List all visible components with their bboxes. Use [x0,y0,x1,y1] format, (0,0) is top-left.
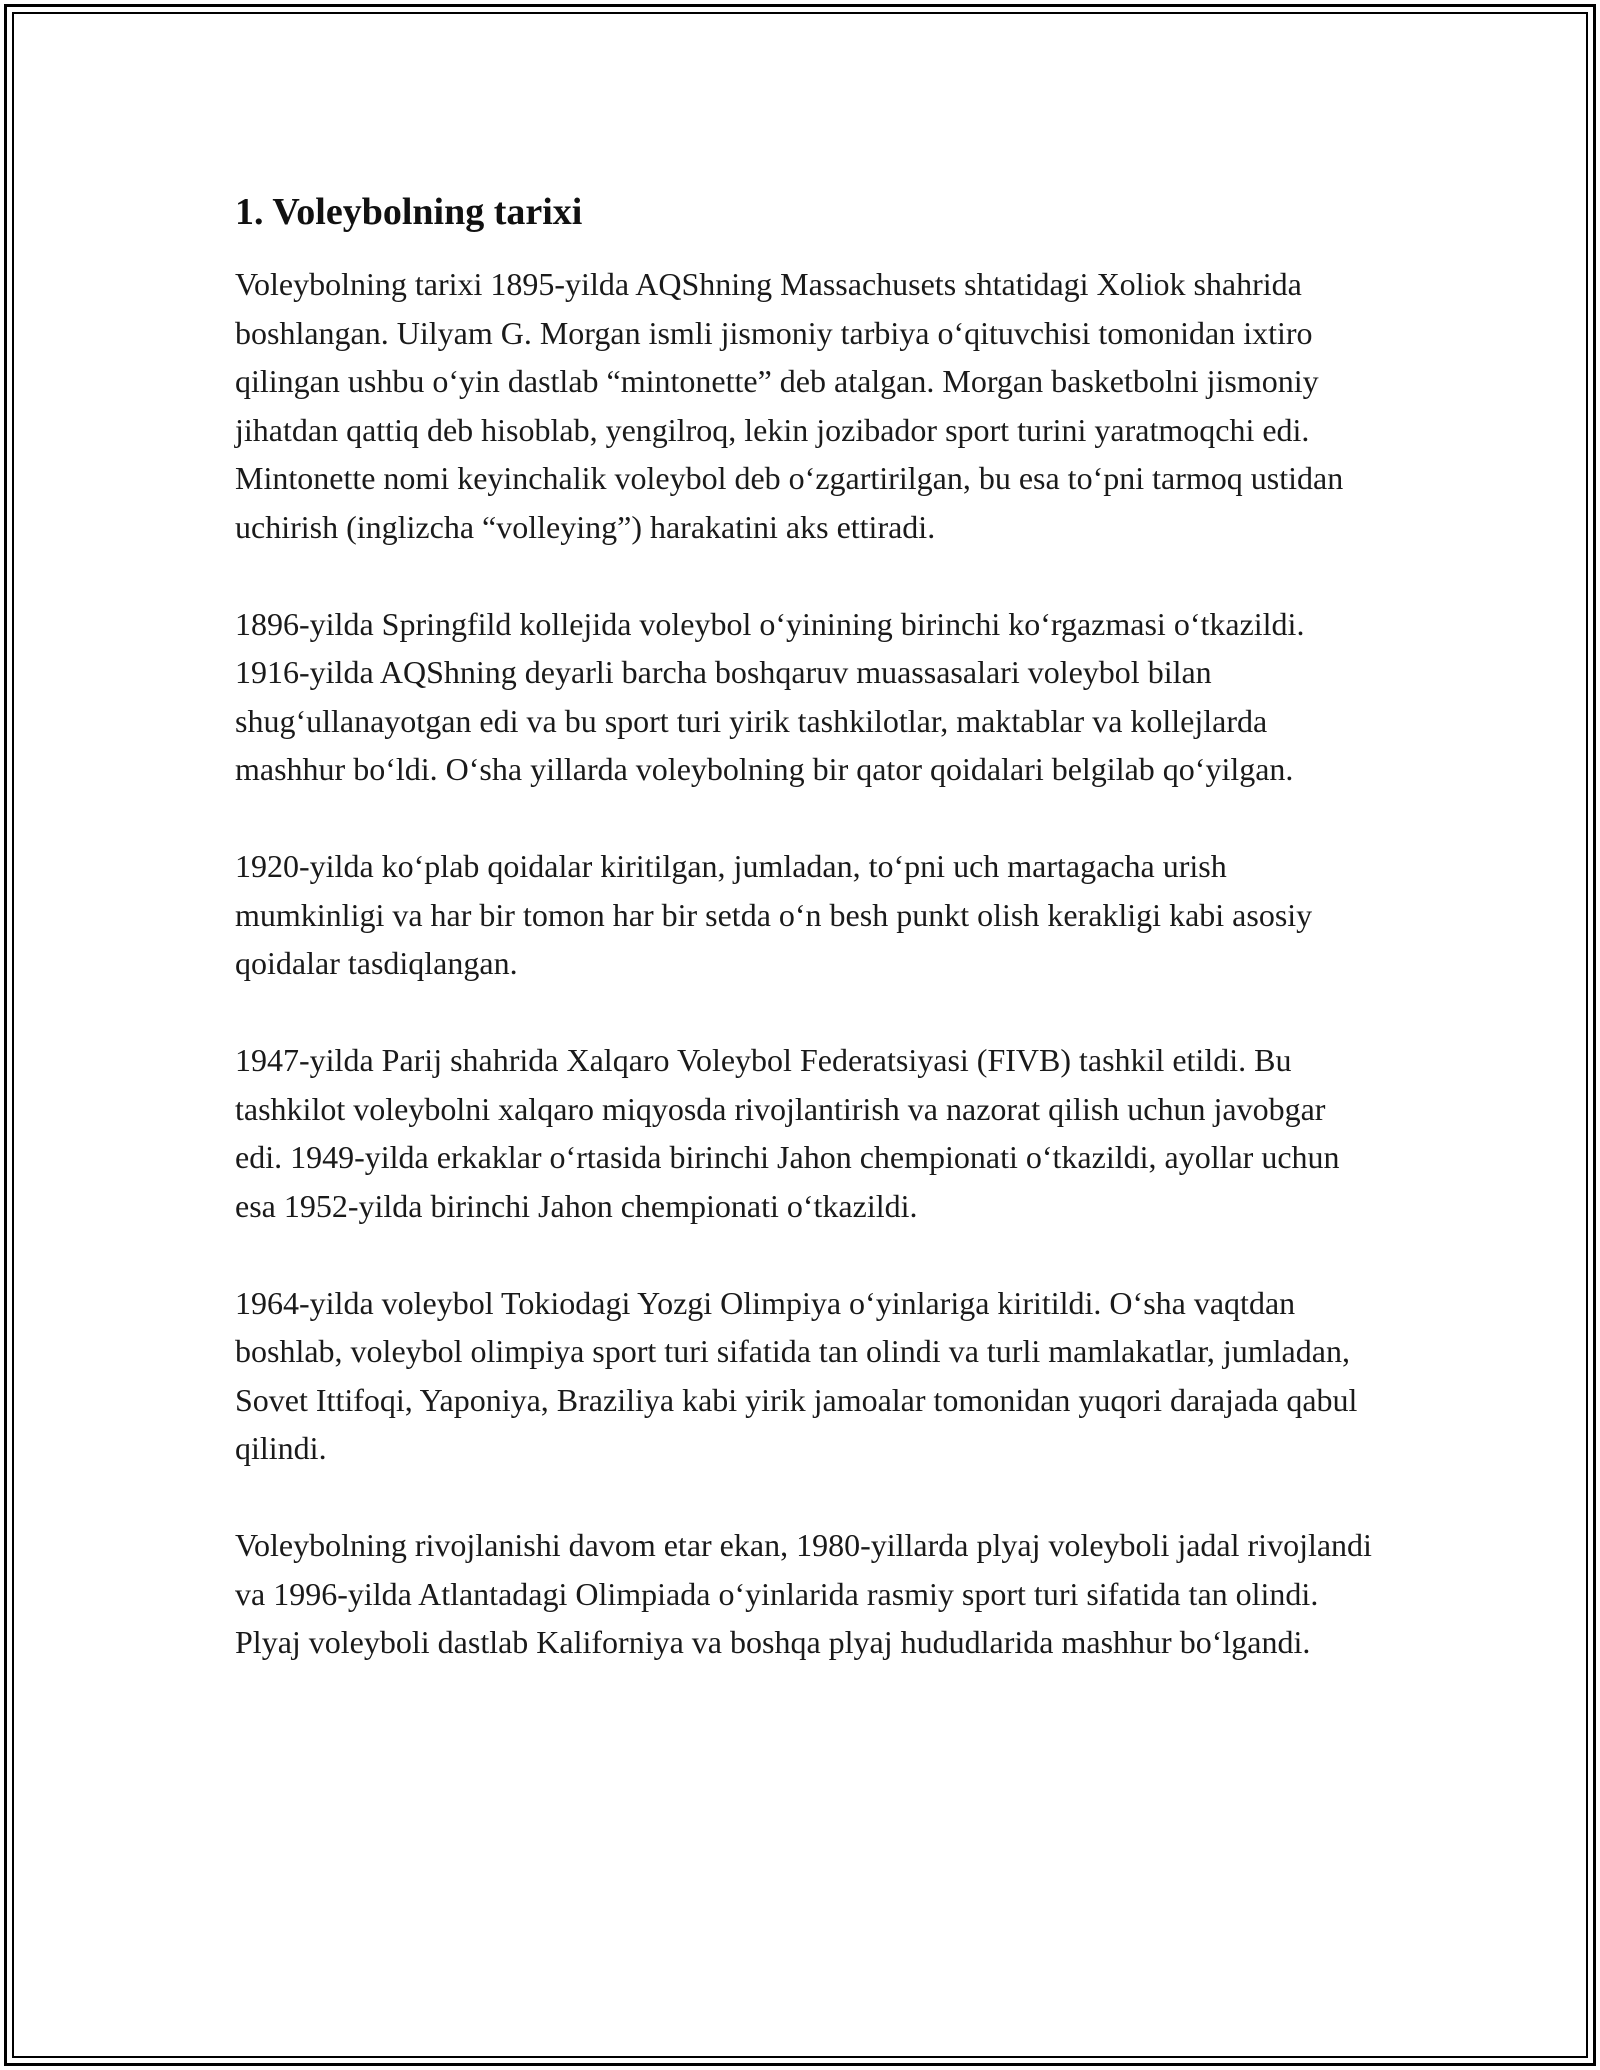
paragraph-1920-rules: 1920-yilda ko‘plab qoidalar kiritilgan, jumladan, to‘pni uch martagacha urish mumkinligi va har bir tomon har bir setda o‘n besh punkt olish kerakligi kabi asosiy qoidalar tasdiqlangan. [235,848,1313,981]
paragraph-olympics: 1964-yilda voleybol Tokiodagi Yozgi Olimpiya o‘yinlariga kiritildi. O‘sha vaqtdan boshlab, voleybol olimpiya sport turi sifatida tan olindi va turli mamlakatlar, jumladan, Sovet Ittifoqi, Yaponiya, Braziliya kabi yirik jamoalar tomonidan yuqori darajada qabul qilindi. [235,1284,1358,1466]
paragraph-beach-volleyball: Voleybolning rivojlanishi davom etar ekan, 1980-yillarda plyaj voleyboli jadal rivojlandi va 1996-yilda Atlantadagi Olimpiada o‘yinlarida rasmiy sport turi sifatida tan olindi. Plyaj voleyboli dastlab Kaliforniya va boshqa plyaj hududlarida mashhur bo‘lgandi. [235,1527,1372,1660]
section-heading: 1. Voleybolning tarixi [235,191,583,233]
paragraph-fivb: 1947-yilda Parij shahrida Xalqaro Voleybol Federatsiyasi (FIVB) tashkil etildi. Bu tashkilot voleybolni xalqaro miqyosda rivojlantirish va nazorat qilish uchun javobgar edi. 1949-yilda erkaklar o‘rtasida birinchi Jahon chempionati o‘tkazildi, ayollar uchun esa 1952-yilda birinchi Jahon chempionati o‘tkazildi. [235,1042,1340,1224]
paragraph-origin: Voleybolning tarixi 1895-yilda AQShning Massachusets shtatidagi Xoliok shahrida boshlangan. Uilyam G. Morgan ismli jismoniy tarbiya o‘qituvchisi tomonidan ixtiro qilingan ushbu o‘yin dastlab “mintonette” deb atalgan. Morgan basketbolni jismoniy jihatdan qattiq deb hisoblab, yengilroq, lekin jozibador sport turini yaratmoqchi edi. Mintonette nomi keyinchalik voleybol deb o‘zgartirilgan, bu esa to‘pni tarmoq ustidan uchirish (inglizcha “volleying”) harakatini aks ettiradi. [235,266,1344,545]
document-body [235,188,1375,1715]
paragraph-springfield: 1896-yilda Springfild kollejida voleybol o‘yinining birinchi ko‘rgazmasi o‘tkazildi. 1916-yilda AQShning deyarli barcha boshqaruv muassasalari voleybol bilan shug‘ullanayotgan edi va bu sport turi yirik tashkilotlar, maktablar va kollejlarda mashhur bo‘ldi. O‘sha yillarda voleybolning bir qator qoidalari belgilab qo‘yilgan. [235,605,1305,787]
